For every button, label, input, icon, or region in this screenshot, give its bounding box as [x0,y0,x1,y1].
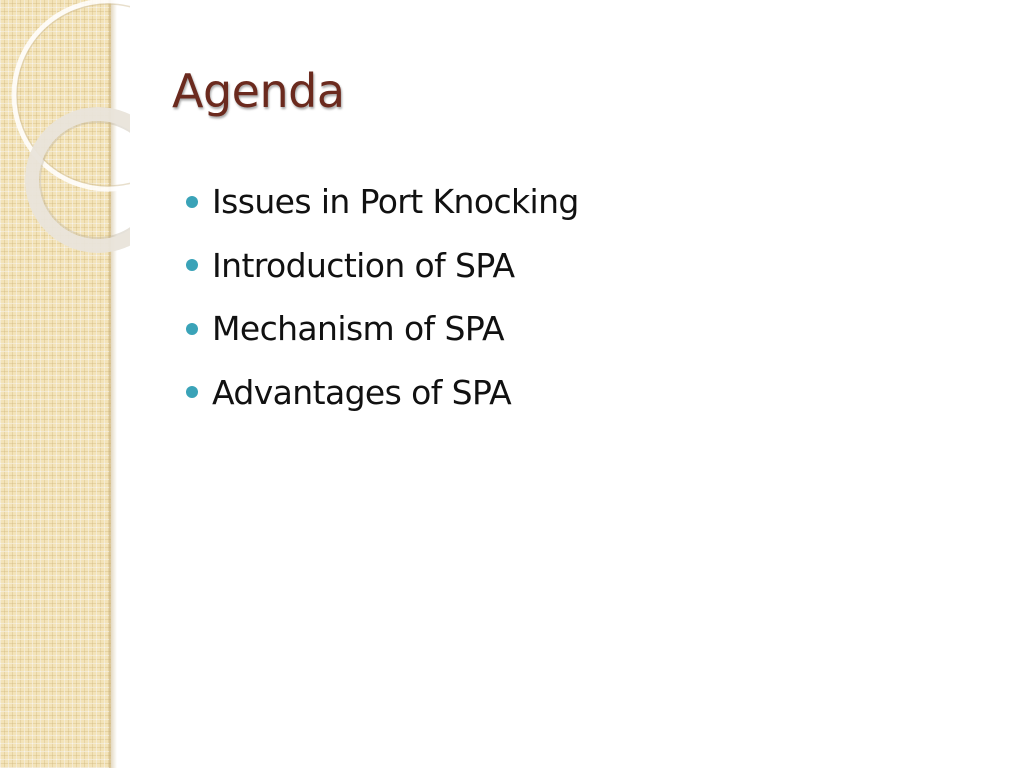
bullet-icon [186,259,198,271]
bullet-icon [186,196,198,208]
bullet-icon [186,386,198,398]
bullet-text: Advantages of SPA [212,372,512,412]
bullet-item [186,361,579,425]
decorative-rings-icon [0,0,130,260]
bullet-text: Issues in Port Knocking [212,182,579,222]
lower-ring [32,114,130,246]
bullet-text: Introduction of SPA [212,245,515,285]
bullet-icon [186,323,198,335]
bullet-item [186,297,579,361]
bullet-list [186,170,579,424]
bullet-text: Mechanism of SPA [212,309,504,349]
slide-title: Agenda [172,64,345,118]
bullet-item [186,170,579,234]
bullet-item [186,234,579,298]
